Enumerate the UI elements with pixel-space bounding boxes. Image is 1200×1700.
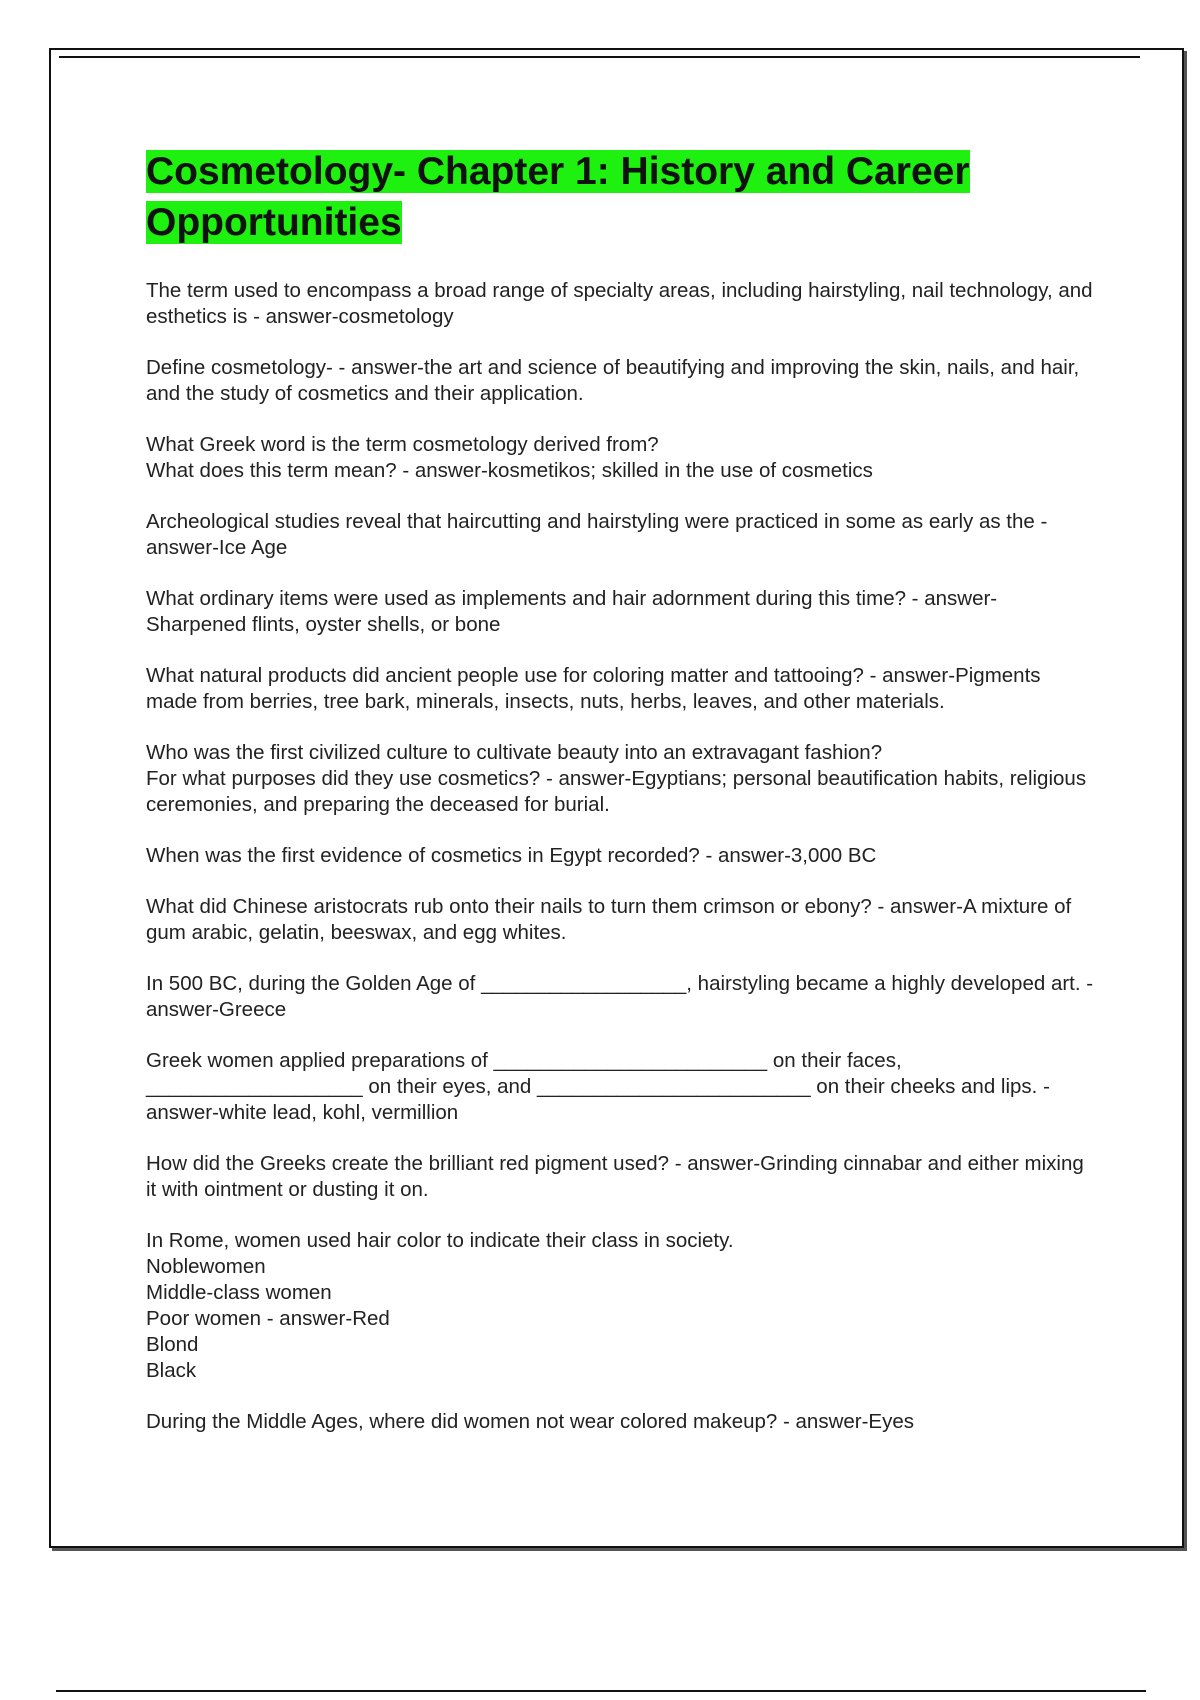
- next-page-rule: [56, 1690, 1146, 1692]
- document-title-text: Cosmetology- Chapter 1: History and Career Opportunities: [146, 150, 970, 244]
- qa-item: How did the Greeks create the brilliant red pigment used? - answer-Grinding cinnabar and either mixing it with ointment or dusting it on.: [146, 1152, 1084, 1201]
- qa-item: Who was the first civilized culture to cultivate beauty into an extravagant fashion? For what purposes did they use cosmetics? - answer-Egyptians; personal beautification habits, religious ceremonies, and preparing the deceased for burial.: [146, 741, 1087, 816]
- qa-item: Archeological studies reveal that haircutting and hairstyling were practiced in some as early as the - answer-Ice Age: [146, 510, 1048, 559]
- qa-item: In 500 BC, during the Golden Age of __________________, hairstyling became a highly developed art. - answer-Greece: [146, 972, 1094, 1021]
- qa-item: Greek women applied preparations of ________________________ on their faces, ___________________ on their eyes, and ________________________ on their cheeks and lips. - answer-white lead, kohl, vermillion: [146, 1049, 1050, 1124]
- qa-item: The term used to encompass a broad range of specialty areas, including hairstyling, nail technology, and esthetics is - answer-cosmetology: [146, 279, 1093, 328]
- qa-item: When was the first evidence of cosmetics in Egypt recorded? - answer-3,000 BC: [146, 844, 877, 867]
- page-frame: [49, 48, 1184, 1548]
- document-title: [146, 146, 1096, 248]
- qa-item: What did Chinese aristocrats rub onto their nails to turn them crimson or ebony? - answer-A mixture of gum arabic, gelatin, beeswax, and egg whites.: [146, 895, 1072, 944]
- qa-item: During the Middle Ages, where did women not wear colored makeup? - answer-Eyes: [146, 1410, 914, 1433]
- qa-item: In Rome, women used hair color to indicate their class in society. Noblewomen Middle-class women Poor women - answer-Red Blond Black: [146, 1229, 734, 1382]
- qa-item: What natural products did ancient people use for coloring matter and tattooing? - answer-Pigments made from berries, tree bark, minerals, insects, nuts, herbs, leaves, and other materials.: [146, 664, 1041, 713]
- header-rule: [59, 56, 1140, 58]
- qa-item: What Greek word is the term cosmetology derived from? What does this term mean? - answer-kosmetikos; skilled in the use of cosmetics: [146, 433, 873, 482]
- qa-item: What ordinary items were used as implements and hair adornment during this time? - answer-Sharpened flints, oyster shells, or bone: [146, 587, 998, 636]
- document-content: [146, 146, 1096, 1460]
- qa-item: Define cosmetology- - answer-the art and science of beautifying and improving the skin, nails, and hair, and the study of cosmetics and their application.: [146, 356, 1080, 405]
